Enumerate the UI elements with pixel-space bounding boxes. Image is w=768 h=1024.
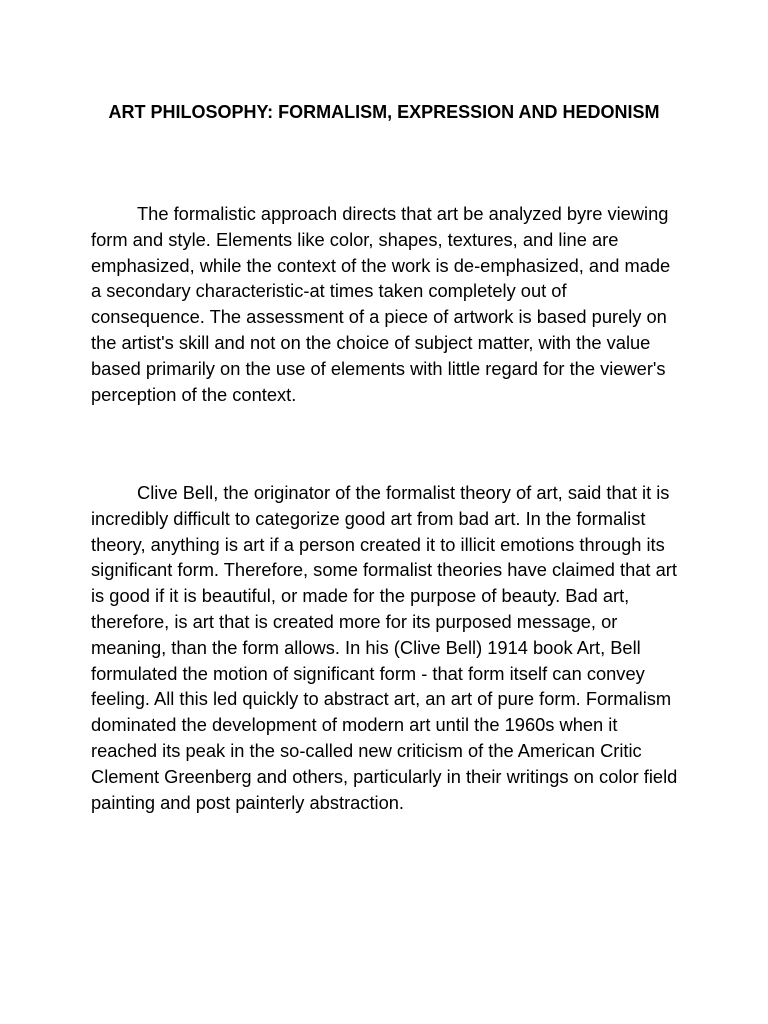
paragraph-formalistic-approach: The formalistic approach directs that art be analyzed byre viewing form and style. Elements like color, shapes, textures, and line are emphasized, while the context of the work is de-emphasized, and made a secondary characteristic-at times taken completely out of consequence. The assessment of a piece of artwork is based purely on the artist's skill and not on the choice of subject matter, with the value based primarily on the use of elements with little regard for the viewer's perception of the context. bbox=[91, 203, 671, 405]
document-title: ART PHILOSOPHY: FORMALISM, EXPRESSION AND HEDONISM bbox=[108, 102, 660, 122]
paragraph-clive-bell: Clive Bell, the originator of the formalist theory of art, said that it is incredibly difficult to categorize good art from bad art. In the formalist theory, anything is art if a person created it to illicit emotions through its significant form. Therefore, some formalist theories have claimed that art is good if it is beautiful, or made for the purpose of beauty. Bad art, therefore, is art that is created more for its purposed message, or meaning, than the form allows. In his (Clive Bell) 1914 book Art, Bell formulated the motion of significant form - that form itself can convey feeling. All this led quickly to abstract art, an art of pure form. Formalism dominated the development of modern art until the 1960s when it reached its peak in the so-called new criticism of the American Critic Clement Greenberg and others, particularly in their writings on color field painting and post painterly abstraction. bbox=[91, 482, 678, 813]
